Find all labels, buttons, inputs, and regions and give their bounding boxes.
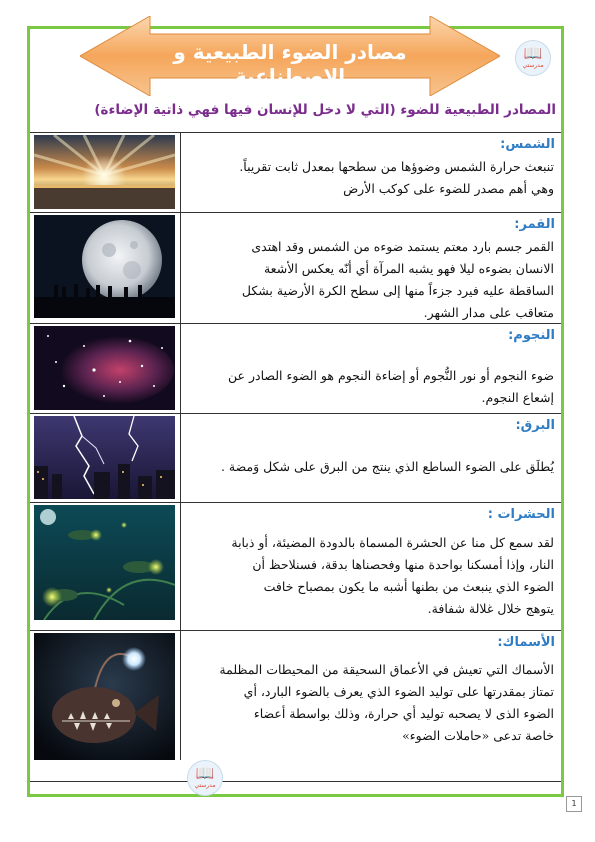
- column-divider: [180, 323, 181, 413]
- source-label-stars: النجوم:: [508, 328, 555, 343]
- text-line: تمتاز بمقدرتها على توليد الضوء الذي يعرف بالضوء البارد، أي: [243, 684, 554, 699]
- text-line: إشعاع النجوم.: [481, 390, 554, 405]
- text-line: ضوء النجوم أو نور النُّجوم أو إضاءة النجوم هو الضوء الصادر عن: [228, 368, 554, 383]
- row-divider: [30, 781, 561, 782]
- text-line: الضوء الذي ينبعث من بطنها أشبه ما يكون بمصباح خافت: [263, 579, 554, 594]
- column-divider: [180, 630, 181, 760]
- source-label-fish: الأسماك:: [497, 635, 555, 650]
- text-line: الانسان بضوءه ليلا فهو يشبه المرآة أي أنّه يعكس الأشعة: [263, 261, 554, 276]
- text-line: الضوء الذى لا يصحبه توليد أي حرارة، وذلك بواسطة أعضاء: [253, 706, 554, 721]
- text-line: الأسماك التي تعيش في الأعماق السحيقة من المحيطات المظلمة: [219, 662, 554, 677]
- text-line: وهي أهم مصدر للضوء على كوكب الأرض: [343, 181, 554, 196]
- book-icon: 📖: [195, 764, 215, 782]
- full-moon-photo: [34, 215, 175, 318]
- book-icon: 📖: [523, 44, 543, 62]
- row-divider: [30, 630, 561, 631]
- starfield-photo: [34, 326, 175, 410]
- row-divider: [30, 132, 561, 133]
- text-line: الساقطة عليه فيرد جزءاً منها إلى سطح الكرة الأرضية بشكل: [241, 283, 554, 298]
- lightning-photo: [34, 416, 175, 499]
- source-text-lightning: [186, 456, 554, 478]
- madrassati-logo: [515, 40, 551, 76]
- column-divider: [180, 132, 181, 212]
- text-line: خاصة تدعى «حاملات الضوء»: [402, 728, 554, 743]
- anglerfish-photo: [34, 633, 175, 760]
- row-divider: [30, 413, 561, 414]
- column-divider: [180, 413, 181, 502]
- page-number: 1: [566, 796, 582, 812]
- source-text-moon: [186, 236, 554, 324]
- source-label-insects: الحشرات :: [487, 507, 555, 522]
- text-line: النار، وإذا أمسكنا بواحدة منها وفحصناها بدقة، فسنلاحظ أن: [252, 557, 554, 572]
- text-line: القمر جسم بارد معتم يستمد ضوءه من الشمس وقد اهتدى: [251, 239, 554, 254]
- text-line: تنبعث حرارة الشمس وضوؤها من سطحها بمعدل ثابت تقريباً.: [239, 159, 554, 174]
- text-line: متعاقب على مدار الشهر.: [423, 305, 554, 320]
- section-heading: المصادر الطبيعية للضوء (التي لا دخل للإنسان فيها فهي ذاتية الإضاءة): [94, 102, 556, 118]
- fireflies-photo: [34, 505, 175, 620]
- source-text-sun: [186, 156, 554, 200]
- source-label-lightning: البرق:: [515, 418, 555, 433]
- row-divider: [30, 502, 561, 503]
- logo-text: مدرستي: [194, 782, 216, 789]
- column-divider: [180, 502, 181, 630]
- logo-text: مدرستي: [522, 62, 544, 69]
- text-line: يتوهج خلال غلالة شفافة.: [427, 601, 554, 616]
- sunset-photo: [34, 135, 175, 209]
- source-text-fish: [186, 659, 554, 747]
- column-divider: [180, 212, 181, 323]
- footer-madrassati-logo: [187, 760, 223, 796]
- source-label-sun: الشمس:: [500, 137, 555, 152]
- row-divider: [30, 212, 561, 213]
- text-line: يُطلَق على الضوء الساطع الذي ينتج من البرق على شكل وَمضة .: [220, 459, 554, 474]
- source-text-insects: [186, 532, 554, 620]
- source-label-moon: القمر:: [514, 217, 555, 232]
- text-line: لقد سمع كل منا عن الحشرة المسماة بالدودة المضيئة، أو ذبابة: [231, 535, 554, 550]
- page-title: مصادر الضوء الطبيعية و الاصطناعية: [173, 40, 407, 88]
- source-text-stars: [186, 365, 554, 409]
